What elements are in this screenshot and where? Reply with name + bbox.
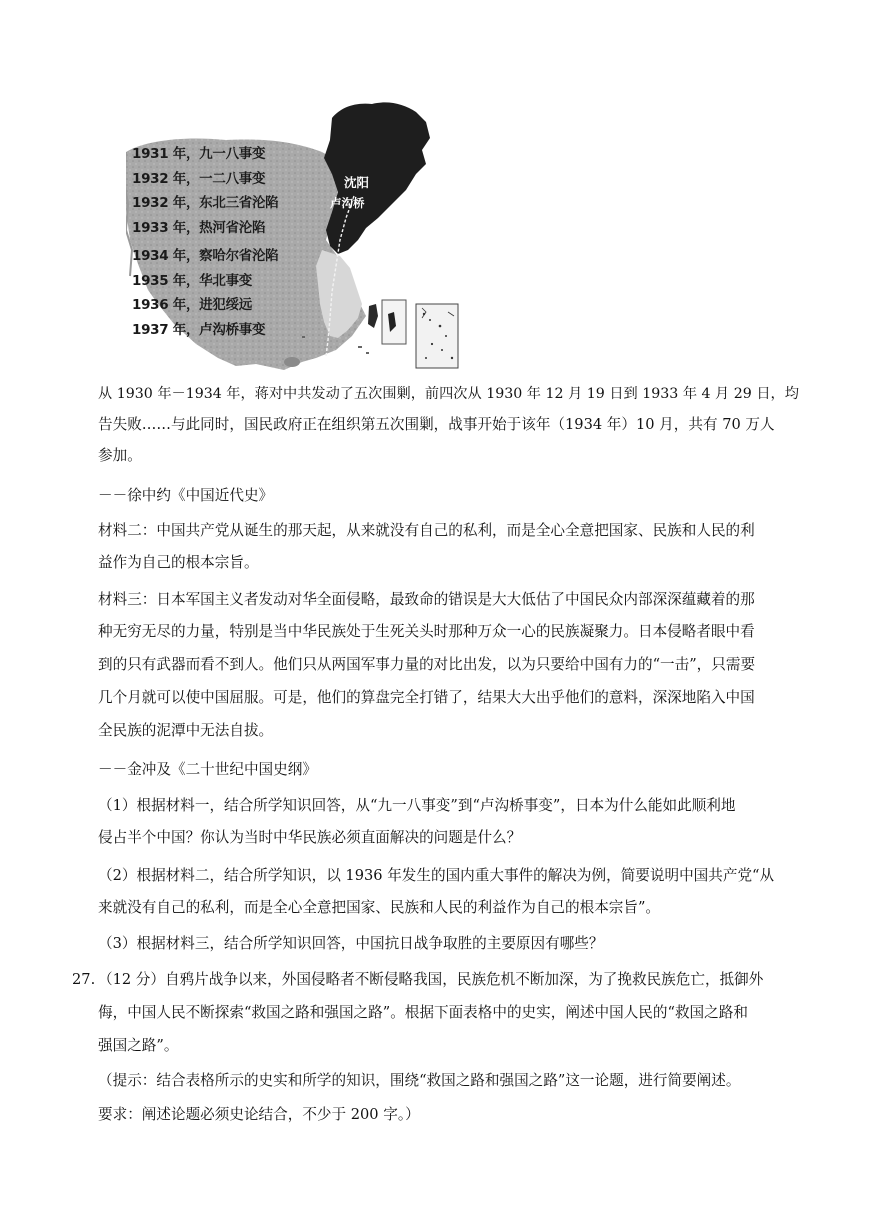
material3-source: －－金冲及《二十世纪中国史纲》 [98,761,317,778]
timeline-item: 1935 年，华北事变 [132,272,252,289]
material1-line: 从 1930 年－1934 年，蒋对中共发动了五次围剿，前四次从 1930 年 12 月 19 日到 1933 年 4 月 29 日，均 [98,386,799,402]
question-1-line: 侵占半个中国？你认为当时中华民族必须直面解决的问题是什么？ [98,829,522,846]
japan-invasion-map [126,100,464,372]
map-label-lugouqiao: 卢沟桥 [330,196,365,210]
material3-line: 几个月就可以使中国屈服。可是，他们的算盘完全打错了，结果大大出乎他们的意料，深深地陷入中国 [98,689,755,706]
timeline-item: 1936 年，进犯绥远 [132,297,252,313]
question-2-line: （2）根据材料二，结合所学知识，以 1936 年发生的国内重大事件的解决为例，简要说明中国共产党“从 [98,867,775,884]
material3-line: 种无穷无尽的力量，特别是当中华民族处于生死关头时那种万众一心的民族凝聚力。日本侵略者眼中看 [98,623,755,640]
question-27-hint: （提示：结合表格所示的史实和所学的知识，围绕“救国之路和强国之路”这一论题，进行简要阐述。 [98,1072,741,1089]
hainan-island [284,357,300,367]
timeline-item: 1934 年，察哈尔省沦陷 [132,248,279,264]
question-27-number: 27. [72,971,96,988]
material2-line: 材料二：中国共产党从诞生的那天起，从来就没有自己的私利，而是全心全意把国家、民族和人民的利 [98,522,755,539]
northeast-dark-region [324,102,430,254]
timeline-item: 1933 年，热河省沦陷 [132,219,266,236]
timeline-item: 1937 年，卢沟桥事变 [132,321,266,338]
timeline-item: 1931 年，九一八事变 [132,146,266,162]
question-3-line: （3）根据材料三，结合所学知识回答，中国抗日战争取胜的主要原因有哪些？ [98,935,604,952]
material1-line: 参加。 [98,447,142,464]
material3-line: 到的只有武器而看不到人。他们只从两国军事力量的对比出发，以为只要给中国有力的“一击”，只需要 [98,656,756,673]
material2-line: 益作为自己的根本宗旨。 [98,554,259,571]
question-2-line: 来就没有自己的私利，而是全心全意把国家、民族和人民的利益作为自己的根本宗旨”。 [98,899,661,916]
question-27-requirement: 要求：阐述论题必须史论结合，不少于 200 字。） [98,1106,420,1123]
question-27-line: 侮，中国人民不断探索“救国之路和强国之路”。根据下面表格中的史实，阐述中国人民的“救国之路和 [98,1004,748,1021]
material3-line: 全民族的泥潭中无法自拔。 [98,722,274,739]
timeline-item: 1932 年，东北三省沦陷 [132,195,279,211]
material1-line: 告失败……与此同时，国民政府正在组织第五次围剿，战事开始于该年（1934 年）10 月，共有 70 万人 [98,416,775,433]
question-27-line: （12 分）自鸦片战争以来，外国侵略者不断侵略我国，民族危机不断加深，为了挽救民族危亡，抵御外 [98,971,764,988]
map-timeline [132,142,312,342]
question-27-line: 强国之路”。 [98,1037,179,1054]
timeline-item: 1932 年，一二八事变 [132,170,266,187]
question-1-line: （1）根据材料一，结合所学知识回答，从“九一八事变”到“卢沟桥事变”，日本为什么能如此顺利地 [98,797,736,814]
taiwan-island [368,304,378,328]
material1-source: －－徐中约《中国近代史》 [98,487,274,504]
map-label-shenyang: 沈阳 [344,175,370,190]
material3-line: 材料三：日本军国主义者发动对华全面侵略，最致命的错误是大大低估了中国民众内部深深蕴藏着的那 [98,591,755,608]
